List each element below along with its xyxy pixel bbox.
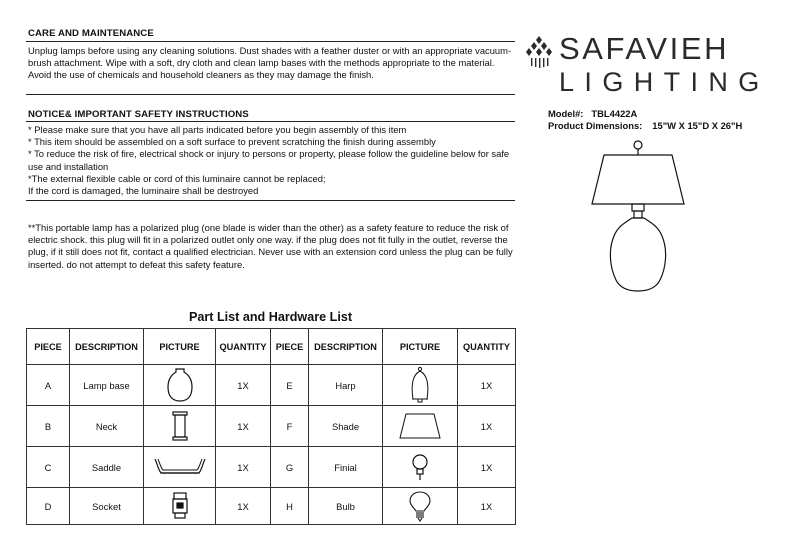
quantity-cell: 1X [458, 365, 516, 406]
shade-icon [398, 411, 442, 441]
col-header: PIECE [271, 329, 309, 365]
safety-line: * To reduce the risk of fire, electrical shock or injury to persons or property, please follow the guideline below for safe use and installation [28, 148, 510, 172]
description-cell: Finial [309, 447, 383, 488]
quantity-cell: 1X [216, 488, 271, 525]
dims-value: 15"W X 15"D X 26"H [652, 120, 743, 131]
piece-cell: C [27, 447, 70, 488]
picture-cell [383, 406, 458, 447]
finial-icon [409, 452, 431, 482]
picture-cell [144, 447, 216, 488]
neck-icon [168, 410, 192, 442]
parts-table-title: Part List and Hardware List [188, 310, 353, 324]
quantity-cell: 1X [216, 447, 271, 488]
divider [26, 121, 515, 122]
picture-cell [144, 406, 216, 447]
dims-label: Product Dimensions: [548, 120, 643, 131]
table-row [27, 365, 516, 406]
model-label: Model#: [548, 108, 584, 119]
safety-list [28, 124, 516, 197]
plug-note: **This portable lamp has a polarized plug (one blade is wider than the other) as a safety feature to reduce the risk of electric shock. this plug will fit in a polarized outlet only one way. if the plug does not fit fully in the outlet, reverse the plug, if it still does not fit, contact a qualified electrician. Never use with an extension cord unless the plug can be fully inserted. do not attempt to defeat this safety feature. [28, 222, 513, 270]
saddle-icon [152, 455, 208, 479]
description-cell: Lamp base [70, 365, 144, 406]
description-cell: Socket [70, 488, 144, 525]
lamp-drawing-icon [580, 138, 705, 293]
col-header: PIECE [27, 329, 70, 365]
table-row [27, 447, 516, 488]
logo-mark-icon [522, 34, 556, 68]
quantity-cell: 1X [216, 406, 271, 447]
divider [26, 94, 515, 95]
col-header: PICTURE [144, 329, 216, 365]
description-cell: Harp [309, 365, 383, 406]
care-heading: CARE AND MAINTENANCE [28, 28, 154, 39]
piece-cell: D [27, 488, 70, 525]
table-header-row [27, 329, 516, 365]
lamp-base-icon [165, 367, 195, 403]
piece-cell: A [27, 365, 70, 406]
quantity-cell: 1X [216, 365, 271, 406]
piece-cell: H [271, 488, 309, 525]
safety-line: * This item should be assembled on a soft surface to prevent scratching the finish during assembly [28, 136, 436, 148]
bulb-icon [407, 490, 433, 522]
harp-icon [408, 366, 432, 404]
logo-sub-text: LIGHTING [559, 67, 770, 97]
logo-brand-text: SAFAVIEH [559, 31, 730, 66]
brand-logo [522, 30, 784, 100]
divider [26, 41, 515, 42]
picture-cell [383, 447, 458, 488]
col-header: PICTURE [383, 329, 458, 365]
safety-line: *The external flexible cable or cord of this luminaire cannot be replaced; [28, 172, 326, 184]
description-cell: Neck [70, 406, 144, 447]
picture-cell [383, 365, 458, 406]
description-cell: Bulb [309, 488, 383, 525]
care-text: Unplug lamps before using any cleaning solutions. Dust shades with a feather duster or with an appropriate vacuum-brush attachment. Wipe with a soft, dry cloth and clean lamp bases with the methods appropriate to the material. Avoid the use of chemicals and household cleaners as they may damage the finish. [28, 45, 512, 81]
piece-cell: B [27, 406, 70, 447]
col-header: DESCRIPTION [70, 329, 144, 365]
safety-line: * Please make sure that you have all parts indicated before you begin assembly of this item [28, 124, 407, 135]
parts-table [26, 328, 516, 525]
picture-cell [144, 365, 216, 406]
model-value: TBL4422A [591, 108, 638, 119]
col-header: QUANTITY [216, 329, 271, 365]
divider [26, 200, 515, 201]
picture-cell [144, 488, 216, 525]
quantity-cell: 1X [458, 447, 516, 488]
quantity-cell: 1X [458, 488, 516, 525]
product-dimensions [548, 120, 742, 131]
safety-line: If the cord is damaged, the luminaire shall be destroyed [28, 185, 259, 197]
col-header: QUANTITY [458, 329, 516, 365]
table-row [27, 488, 516, 525]
socket-icon [169, 491, 191, 521]
piece-cell: F [271, 406, 309, 447]
piece-cell: E [271, 365, 309, 406]
table-row [27, 406, 516, 447]
piece-cell: G [271, 447, 309, 488]
col-header: DESCRIPTION [309, 329, 383, 365]
description-cell: Saddle [70, 447, 144, 488]
safety-heading: NOTICE& IMPORTANT SAFETY INSTRUCTIONS [28, 109, 249, 120]
model-number [548, 108, 637, 119]
description-cell: Shade [309, 406, 383, 447]
quantity-cell: 1X [458, 406, 516, 447]
picture-cell [383, 488, 458, 525]
